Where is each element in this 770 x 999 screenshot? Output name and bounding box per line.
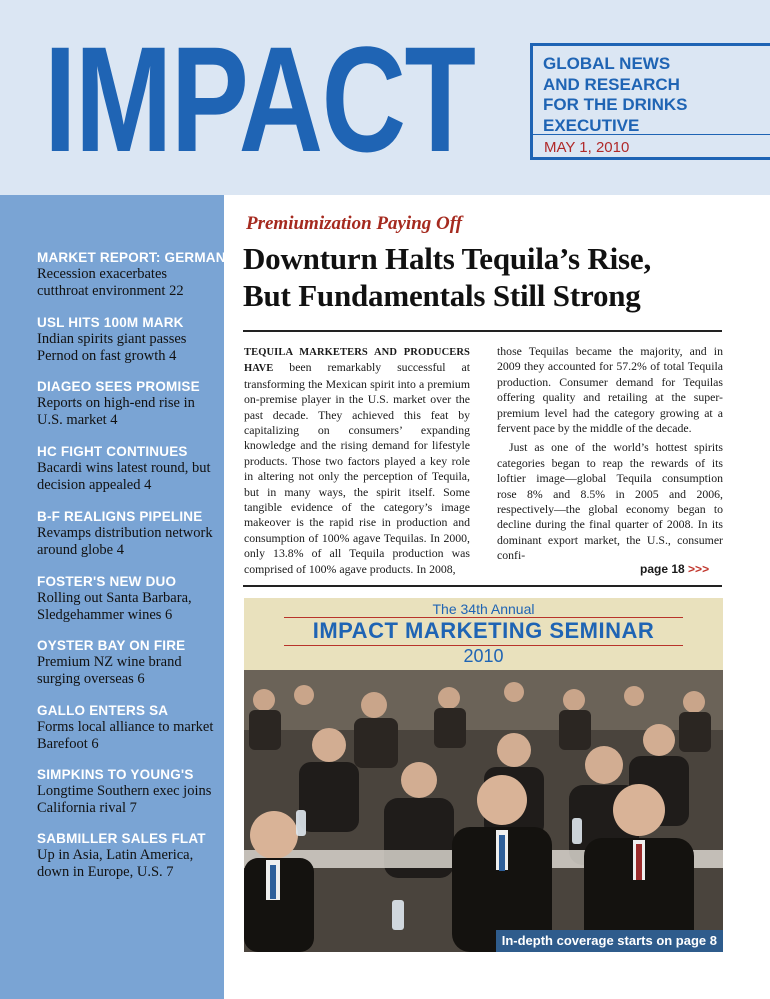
impact-logo: IMPACT: [44, 15, 475, 183]
sidebar: [0, 195, 235, 999]
sidebar-item-head: USL HITS 100M MARK: [37, 315, 184, 330]
sidebar-item-head: MARKET REPORT: GERMANY: [37, 250, 235, 265]
sidebar-item[interactable]: [37, 444, 222, 493]
tagline-box: [530, 43, 770, 160]
lead-in: TEQUILA MARKETERS AND PRODUCERS HAVE: [244, 347, 470, 375]
sidebar-item[interactable]: [37, 574, 222, 623]
sidebar-item[interactable]: [37, 767, 222, 816]
tagline-line: AND RESEARCH: [543, 74, 680, 94]
sidebar-item-head: B-F REALIGNS PIPELINE: [37, 509, 203, 524]
sidebar-item-text: Indian spirits giant passes Pernod on fast growth 4: [37, 331, 187, 364]
sidebar-item[interactable]: [37, 509, 222, 558]
sidebar-item-text: Revamps distribution network around globe 4: [37, 525, 213, 558]
seminar-title: IMPACT MARKETING SEMINAR: [312, 618, 655, 643]
article-kicker: Premiumization Paying Off: [246, 213, 463, 234]
sidebar-item[interactable]: [37, 638, 222, 687]
tagline-line: EXECUTIVE: [543, 115, 640, 135]
sidebar-item[interactable]: [37, 250, 235, 299]
sidebar-item-text: Rolling out Santa Barbara, Sledgehammer wines 6: [37, 590, 192, 623]
column-2-paragraph: Just as one of the world’s hottest spirits categories began to reap the rewards of its loftier image—global Tequila consumption rose 8% and 8.5% in 2005 and 2006, respectively—the global economy began to decline during the final quarter of 2008. In its dominant export market, the U.S., consumer confi-: [497, 440, 723, 563]
sidebar-item-text: Up in Asia, Latin America, down in Europe, U.S. 7: [37, 847, 194, 880]
sidebar-item-head: SABMILLER SALES FLAT: [37, 831, 206, 846]
tagline-line: FOR THE DRINKS: [543, 95, 688, 114]
headline-rule: [243, 330, 722, 332]
sidebar-item-head: HC FIGHT CONTINUES: [37, 444, 188, 459]
continued-link[interactable]: [640, 562, 709, 576]
sidebar-item-text: Forms local alliance to market Barefoot 6: [37, 719, 214, 752]
headline-line: Downturn Halts Tequila’s Rise,: [243, 241, 651, 276]
sidebar-item-text: Longtime Southern exec joins California rival 7: [37, 783, 212, 816]
seminar-caption: In-depth coverage starts on page 8: [496, 930, 723, 952]
sidebar-item-text: Recession exacerbates cutthroat environment 22: [37, 266, 184, 299]
sidebar-item-head: FOSTER'S NEW DUO: [37, 574, 177, 589]
sidebar-item[interactable]: [37, 315, 222, 364]
sidebar-item-head: DIAGEO SEES PROMISE: [37, 379, 200, 394]
article-headline: [243, 240, 743, 314]
tagline: [543, 54, 768, 136]
seminar-edition: The 34th Annual: [432, 601, 535, 617]
seminar-feature[interactable]: [244, 598, 723, 952]
sidebar-item[interactable]: [37, 831, 222, 880]
article-end-rule: [243, 585, 722, 587]
seminar-year: 2010: [463, 646, 504, 666]
sidebar-item-text: Premium NZ wine brand surging overseas 6: [37, 654, 182, 687]
sidebar-item[interactable]: [37, 703, 222, 752]
sidebar-item-text: Reports on high-end rise in U.S. market 4: [37, 395, 195, 428]
continued-page: page 18: [640, 562, 685, 576]
issue-date: MAY 1, 2010: [544, 139, 630, 156]
sidebar-item-text: Bacardi wins latest round, but decision appealed 4: [37, 460, 211, 493]
seminar-audience-photo: [244, 670, 723, 952]
tagline-line: GLOBAL NEWS: [543, 54, 671, 73]
column-2-paragraph: those Tequilas became the majority, and in 2009 they accounted for 57.2% of total Tequila production. Consumer demand for Tequilas offering quality and retailing at the super-premium level had the category growing at a fervent pace by the middle of the decade.: [497, 344, 723, 436]
sidebar-item[interactable]: [37, 379, 222, 428]
issue-divider: [533, 134, 770, 135]
masthead: [0, 0, 770, 195]
sidebar-item-head: GALLO ENTERS SA: [37, 703, 169, 718]
article-column-2: [497, 344, 723, 564]
article-column-1: [244, 344, 470, 577]
continued-arrows: >>>: [688, 562, 710, 576]
sidebar-item-head: OYSTER BAY ON FIRE: [37, 638, 186, 653]
audience-illustration: [244, 670, 723, 952]
headline-line: But Fundamentals Still Strong: [243, 278, 641, 313]
sidebar-item-head: SIMPKINS TO YOUNG'S: [37, 767, 194, 782]
column-1-body: been remarkably successful at transforming the Mexican spirit into a premium on-premise player in the U.S. market over the past decade. They achieved this feat by capitalizing on consumers’ expanding knowledge and the rising demand for lifestyle products. Those two factors played a key role in altering not only the perception of Tequila, but in many ways, the spirit itself. Some tangible evidence of the category’s image makeover is the rapid rise in production and consumption of 100% agave Tequilas. In 2000, only 13.8% of all Tequila production was comprised of 100% agave products. In 2008,: [244, 360, 470, 576]
